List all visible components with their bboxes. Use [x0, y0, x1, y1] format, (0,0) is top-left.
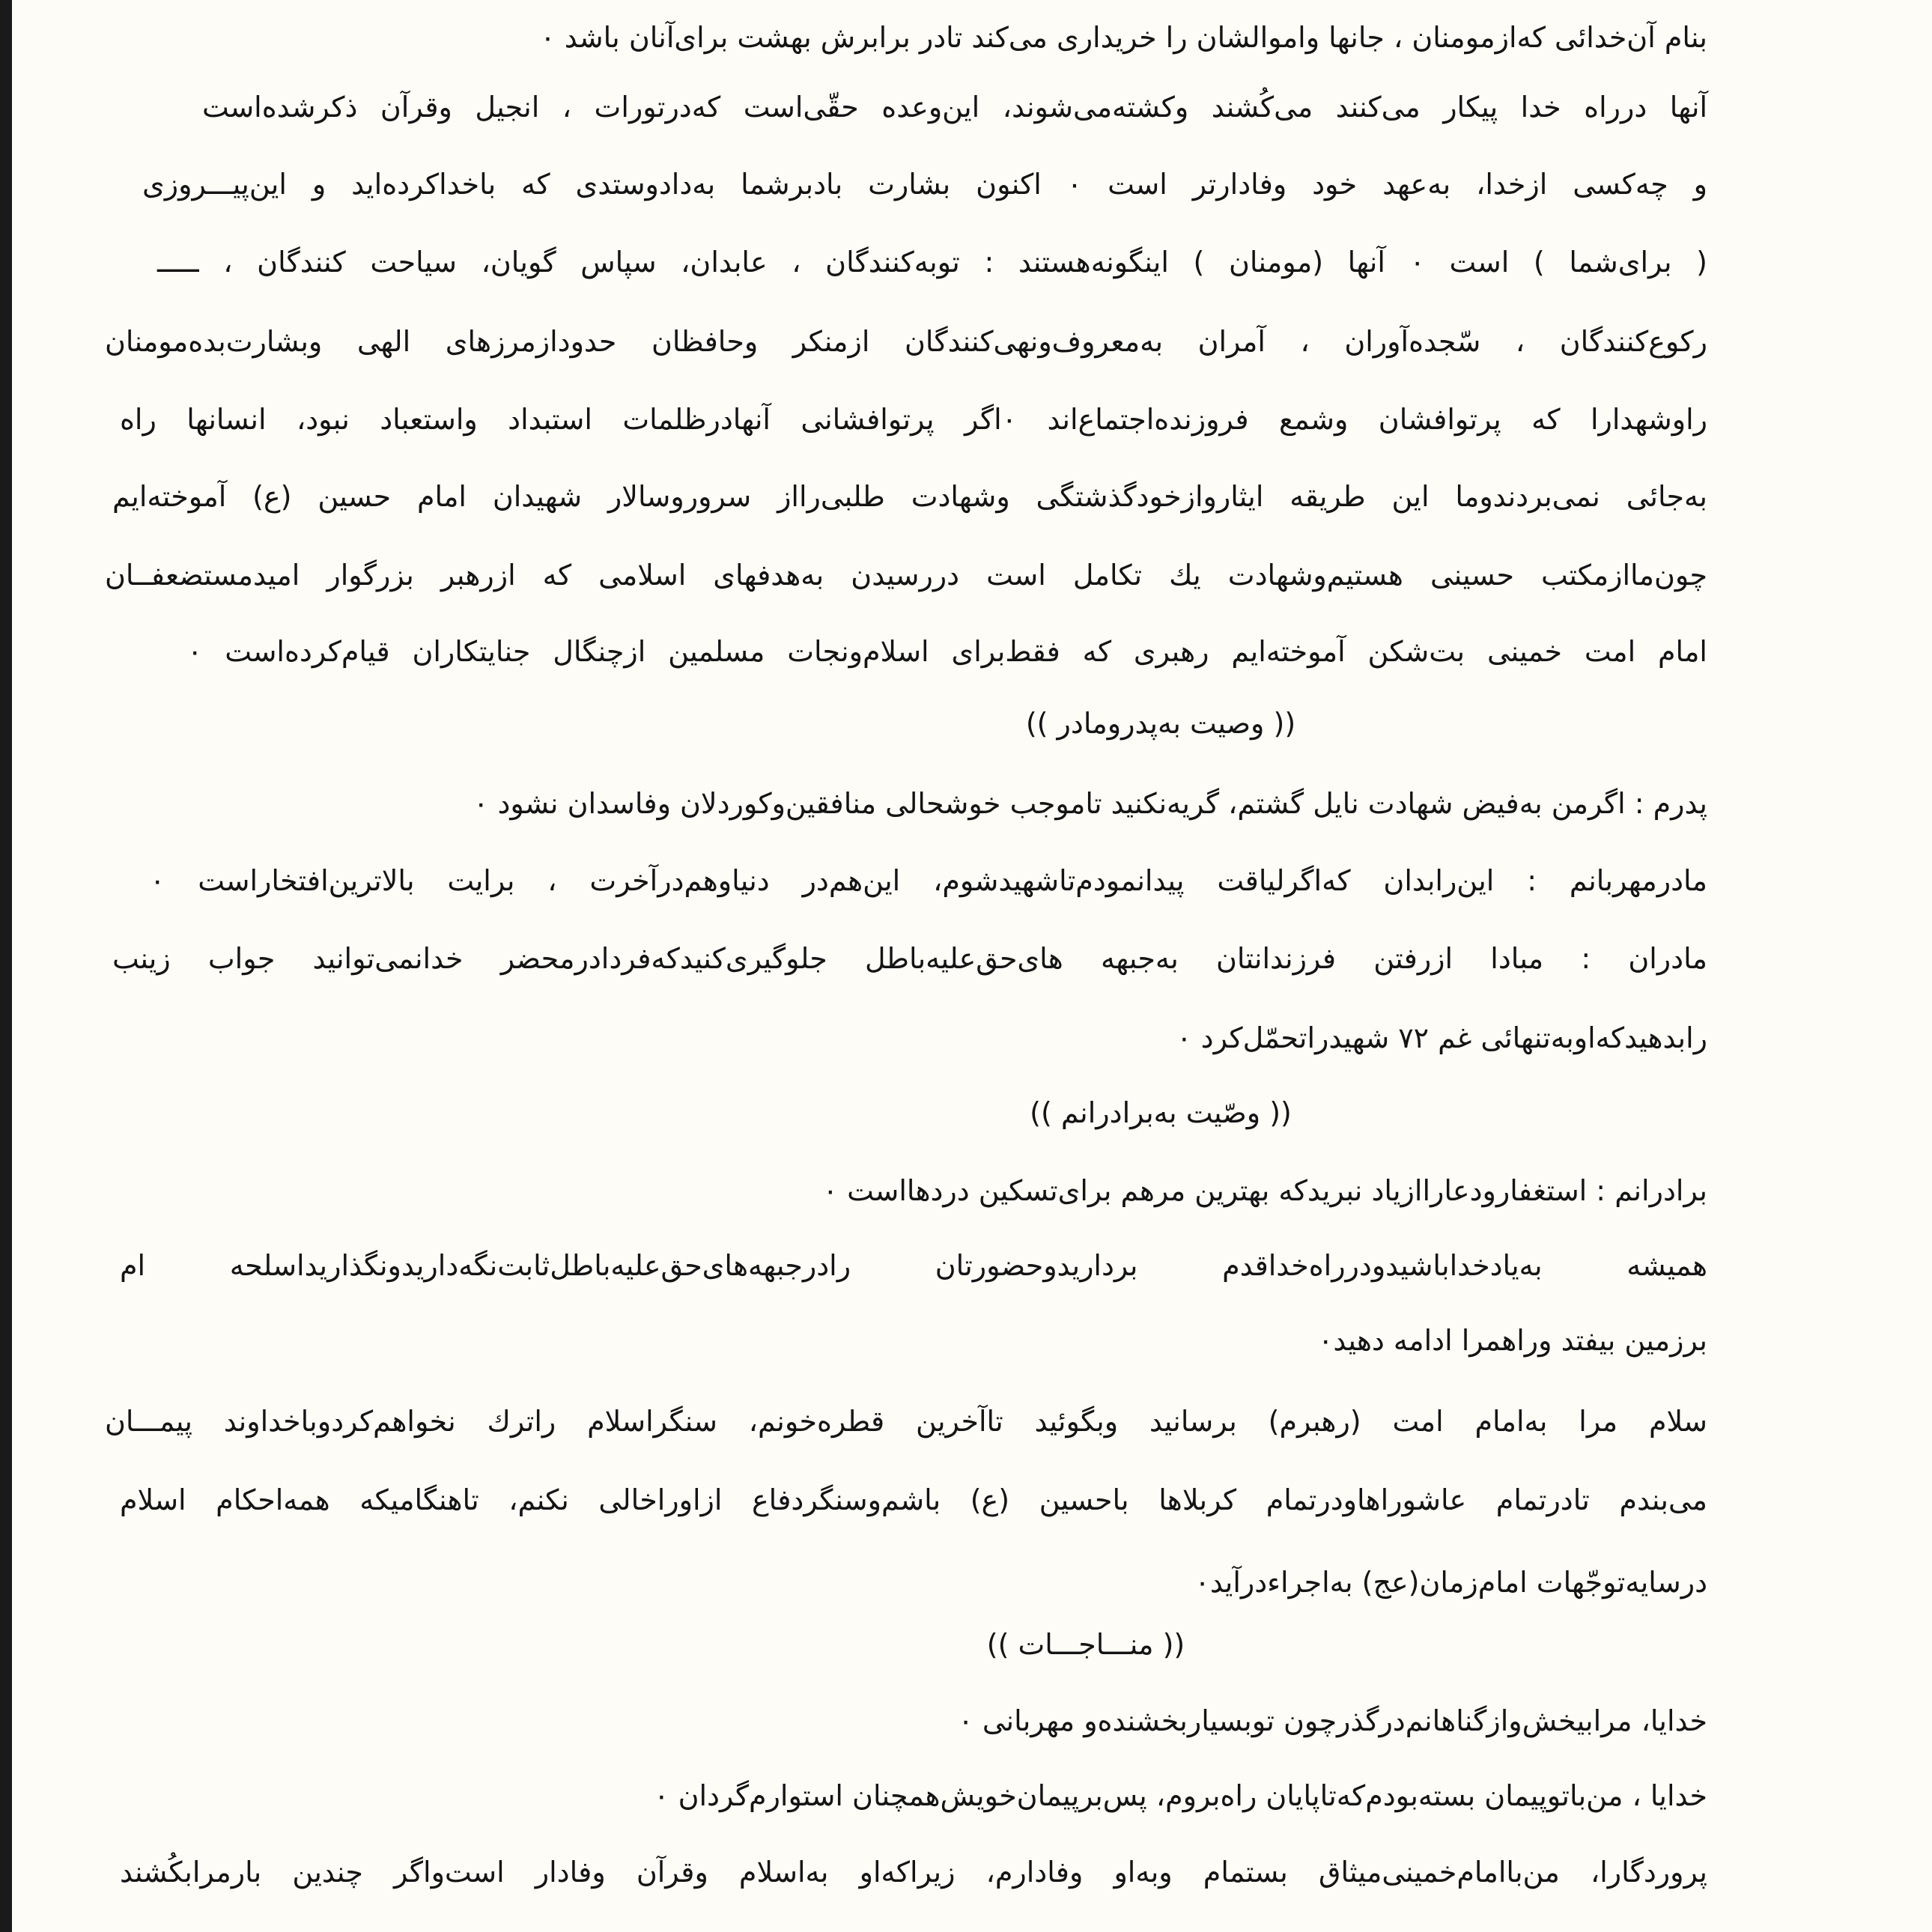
- section-heading: (( منـــاجـــات )): [986, 1628, 1185, 1661]
- text-line: برزمین بیفتد وراهمرا ادامه دهید٠: [1318, 1324, 1707, 1357]
- text-line: خدایا ، من‌باتوپیمان بسته‌بودم‌که‌تاپایان راه‌بروم، پس‌برپیمان‌خویش‌همچنان استوارم‌گردان ٠: [654, 1779, 1707, 1812]
- text-line: امام امت خمینی بت‌شکن آموخته‌ایم رهبری که فقط‌برای اسلام‌ونجات مسلمین ازچنگال جنایتکاران قیام‌کرده‌است ٠: [187, 635, 1707, 668]
- text-line: رابدهیدکه‌اوبه‌تنهائی غم ۷۲ شهیدراتحمّل‌کرد ٠: [1176, 1021, 1707, 1054]
- text-line: همیشه به‌یادخداباشیدودرراه‌خداقدم برداریدوحضورتان رادرجبهه‌های‌حق‌علیه‌باطل‌ثابت‌نگه‌داریدونگذاریداسلحه ام: [120, 1249, 1707, 1282]
- text-line: آنها درراه خدا پیکار می‌کنند می‌کُشند وکشته‌می‌شوند، این‌وعده حقّی‌است که‌درتورات ، انجیل وقرآن ذکرشده‌است: [202, 91, 1707, 124]
- text-line: ( برای‌شما ) است ٠ آنها (مومنان ) اینگونه‌هستند : توبه‌کنندگان ، عابدان، سپاس گویان، سیاحت کنندگان ، ـــــ: [157, 246, 1707, 279]
- text-line: مادرمهربانم : این‌رابدان که‌اگرلیاقت پیدانمودم‌تاشهیدشوم، این‌هم‌در دنیاوهم‌درآخرت ، برایت بالاترین‌افتخاراست ٠: [150, 864, 1707, 897]
- text-line: خدایا، مرابیخش‌وازگناهانم‌درگذرچون توبسیاربخشنده‌و مهربانی ٠: [958, 1704, 1707, 1737]
- text-line: و چه‌کسی ازخدا، به‌عهد خود وفادارتر است ٠ اکنون بشارت بادبرشما به‌دادوستدی که باخداکرده‌اید و این‌پیـــروزی: [142, 168, 1707, 201]
- text-line: درسایه‌توجّهات امام‌زمان(عج) به‌اجراءدرآید٠: [1194, 1566, 1707, 1599]
- text-line: رکوع‌کنندگان ، سّجده‌آوران ، آمران به‌معروف‌ونهی‌کنندگان ازمنکر وحافظان حدودازمرزهای الهی وبشارت‌بده‌مومنان: [105, 325, 1707, 358]
- text-line: مادران : مبادا ازرفتن فرزندانتان به‌جبهه های‌حق‌علیه‌باطل جلوگیری‌کنیدکه‌فردادرمحضر خدانمی‌توانید جواب زینب: [112, 942, 1707, 975]
- section-heading: (( وصّیت به‌برادرانم )): [1030, 1096, 1292, 1129]
- text-line: پدرم : اگرمن به‌فیض شهادت نایل گشتم، گریه‌نکنید تاموجب خوشحالی منافقین‌وکوردلان وفاسدان نشود ٠: [473, 787, 1707, 820]
- text-line: به‌جائی نمی‌بردندوما این طریقه ایثاروازخودگذشتگی وشهادت طلبی‌رااز سروروسالار شهیدان امام حسین (ع) آموخته‌ایم: [112, 480, 1707, 513]
- section-heading: (( وصیت به‌پدرومادر )): [1025, 707, 1296, 740]
- text-line: برادرانم : استغفارودعاراازیاد نبریدکه بهترین مرهم برای‌تسکین دردهااست ٠: [822, 1174, 1707, 1207]
- text-line: چون‌مااز‌مکتب حسینی هستیم‌وشهادت یك تکامل است دررسیدن به‌هدفهای اسلامی که ازرهبر بزرگوار امیدمستضعفــان: [105, 559, 1707, 592]
- text-line: سلام مرا به‌امام امت (رهبرم) برسانید وبگوئید تاآخرین قطره‌خونم، سنگراسلام راترك نخواهم‌کردوباخداوند پیمـــان: [105, 1405, 1707, 1438]
- text-line: می‌بندم تادرتمام عاشوراهاودرتمام کربلاها باحسین (ع) باشم‌وسنگردفاع ازاوراخالی نکنم، تاهنگامیکه همه‌احکام اسلام: [120, 1483, 1707, 1516]
- text-line: بنام آن‌خدائی که‌ازمومنان ، جانها واموالشان را خریداری می‌کند تادر برابرش بهشت برای‌آنان باشد ٠: [540, 21, 1707, 54]
- text-line: راوشهدارا که پرتوافشان وشمع فروزنده‌اجتماع‌اند ٠اگر پرتوافشانی آنهادرظلمات استبداد واستعباد نبود، انسانها راه: [120, 403, 1707, 436]
- text-line: پروردگارا، من‌باامام‌خمینی‌میثاق بستمام وبه‌او وفادارم، زیراکه‌او به‌اسلام وقرآن وفادار است‌واگر چندین بارمرابکُشند: [120, 1856, 1707, 1889]
